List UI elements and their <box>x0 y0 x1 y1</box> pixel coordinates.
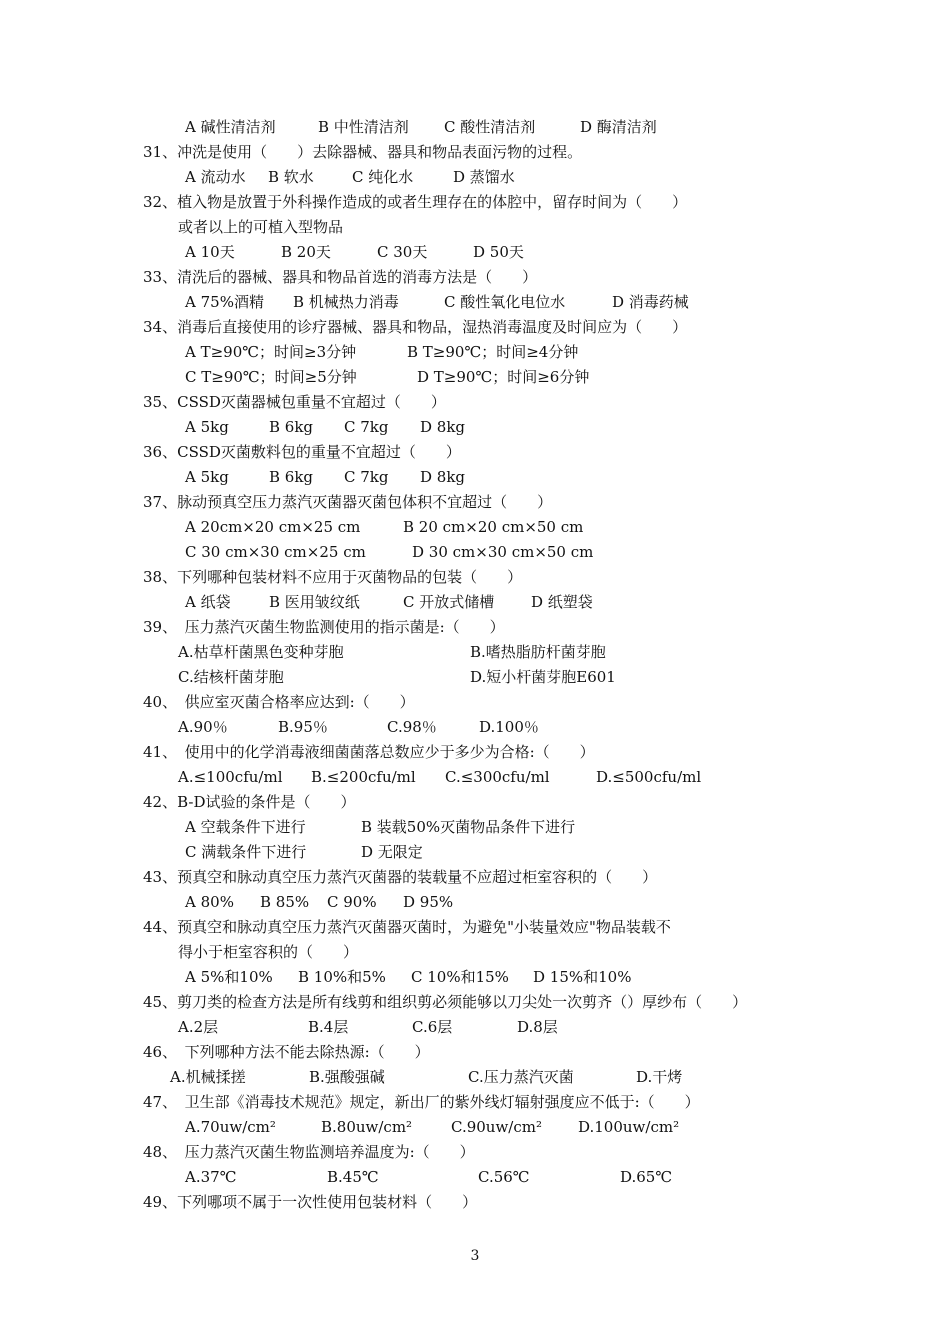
option: C T≥90℃；时间≥5分钟 <box>185 368 357 386</box>
option: A 10天 <box>185 243 235 261</box>
question-48: 48、 压力蒸汽灭菌生物监测培养温度为:（ ） <box>143 1143 475 1161</box>
option: A 80% <box>185 893 234 911</box>
option: A 5kg <box>185 468 229 486</box>
question-33: 33、清洗后的器械、器具和物品首选的消毒方法是（ ） <box>143 268 538 286</box>
question-31: 31、冲洗是使用（ ）去除器械、器具和物品表面污物的过程。 <box>143 143 583 161</box>
option: A 5kg <box>185 418 229 436</box>
option: A 空载条件下进行 <box>185 818 306 836</box>
question-continuation: 或者以上的可植入型物品 <box>178 218 344 236</box>
option: D.100uw/cm² <box>578 1118 680 1136</box>
question-34: 34、消毒后直接使用的诊疗器械、器具和物品，湿热消毒温度及时间应为（ ） <box>143 318 688 336</box>
option: B 中性清洁剂 <box>318 118 409 136</box>
option: B.4层 <box>308 1018 349 1036</box>
option: C 30 cm×30 cm×25 cm <box>185 543 366 561</box>
option: D.65℃ <box>620 1168 673 1186</box>
question-37: 37、脉动预真空压力蒸汽灭菌器灭菌包体积不宜超过（ ） <box>143 493 553 511</box>
option: C 7kg <box>344 418 389 436</box>
option: C.结核杆菌芽胞 <box>178 668 284 686</box>
option: D 30 cm×30 cm×50 cm <box>412 543 594 561</box>
question-46: 46、 下列哪种方法不能去除热源:（ ） <box>143 1043 430 1061</box>
option: B 软水 <box>268 168 314 186</box>
option: C.90uw/cm² <box>451 1118 542 1136</box>
option: C 7kg <box>344 468 389 486</box>
option: D T≥90℃；时间≥6分钟 <box>417 368 590 386</box>
option: D.100％ <box>479 718 539 736</box>
question-36: 36、CSSD灭菌敷料包的重量不宜超过（ ） <box>143 443 461 461</box>
option: C.56℃ <box>478 1168 530 1186</box>
option: D 15%和10% <box>533 968 632 986</box>
option: A 5%和10% <box>185 968 273 986</box>
question-44: 44、预真空和脉动真空压力蒸汽灭菌器灭菌时，为避免"小装量效应"物品装载不 <box>143 918 671 936</box>
option: C 90% <box>327 893 377 911</box>
option: D 8kg <box>420 468 466 486</box>
option: A 20cm×20 cm×25 cm <box>185 518 361 536</box>
option: D 消毒药械 <box>612 293 689 311</box>
option: D.≤500cfu/ml <box>596 768 702 786</box>
option: A.枯草杆菌黑色变种芽胞 <box>178 643 344 661</box>
option: C.压力蒸汽灭菌 <box>468 1068 574 1086</box>
option: A 碱性清洁剂 <box>185 118 276 136</box>
option: D 蒸馏水 <box>453 168 515 186</box>
option: C 酸性清洁剂 <box>444 118 536 136</box>
option: B 20天 <box>281 243 331 261</box>
page-number: 3 <box>470 1248 480 1264</box>
option: B.强酸强碱 <box>309 1068 385 1086</box>
option: A.90％ <box>178 718 228 736</box>
option: C 30天 <box>377 243 428 261</box>
question-38: 38、下列哪种包装材料不应用于灭菌物品的包装（ ） <box>143 568 523 586</box>
option: A 75%酒精 <box>185 293 264 311</box>
option: C.≤300cfu/ml <box>445 768 550 786</box>
option: B.80uw/cm² <box>321 1118 413 1136</box>
option: D 纸塑袋 <box>531 593 593 611</box>
option: D.8层 <box>517 1018 558 1036</box>
question-35: 35、CSSD灭菌器械包重量不宜超过（ ） <box>143 393 446 411</box>
question-32: 32、植入物是放置于外科操作造成的或者生理存在的体腔中，留存时间为（ ） <box>143 193 688 211</box>
option: D.干烤 <box>636 1068 683 1086</box>
option: C 10%和15% <box>411 968 509 986</box>
option: D.短小杆菌芽胞E601 <box>470 668 616 686</box>
option: A.≤100cfu/ml <box>178 768 283 786</box>
option: C.98％ <box>387 718 437 736</box>
option: D 50天 <box>473 243 524 261</box>
option: B.45℃ <box>327 1168 379 1186</box>
option: C 开放式储槽 <box>403 593 495 611</box>
option: D 酶清洁剂 <box>580 118 657 136</box>
option: A 流动水 <box>185 168 246 186</box>
option: B 6kg <box>269 418 314 436</box>
option: B T≥90℃；时间≥4分钟 <box>407 343 579 361</box>
option: B 机械热力消毒 <box>293 293 399 311</box>
option: D 无限定 <box>361 843 423 861</box>
question-47: 47、 卫生部《消毒技术规范》规定，新出厂的紫外线灯辐射强度应不低于:（ ） <box>143 1093 700 1111</box>
question-39: 39、 压力蒸汽灭菌生物监测使用的指示菌是:（ ） <box>143 618 505 636</box>
option: C 酸性氧化电位水 <box>444 293 566 311</box>
option: B 6kg <box>269 468 314 486</box>
question-40: 40、 供应室灭菌合格率应达到:（ ） <box>143 693 415 711</box>
option: D 95% <box>403 893 454 911</box>
option: B.95％ <box>278 718 328 736</box>
question-continuation: 得小于柜室容积的（ ） <box>178 943 359 961</box>
option: C 纯化水 <box>352 168 414 186</box>
question-42: 42、B-D试验的条件是（ ） <box>143 793 356 811</box>
option: A T≥90℃；时间≥3分钟 <box>185 343 357 361</box>
option: A.机械揉搓 <box>170 1068 246 1086</box>
option: B.≤200cfu/ml <box>311 768 416 786</box>
question-49: 49、下列哪项不属于一次性使用包装材料（ ） <box>143 1193 478 1211</box>
option: B 10%和5% <box>298 968 386 986</box>
option: A.70uw/cm² <box>185 1118 276 1136</box>
option: A 纸袋 <box>185 593 231 611</box>
option: C.6层 <box>412 1018 453 1036</box>
question-41: 41、 使用中的化学消毒液细菌菌落总数应少于多少为合格:（ ） <box>143 743 595 761</box>
option: B 85% <box>260 893 310 911</box>
option: C 满载条件下进行 <box>185 843 307 861</box>
option: B 装载50%灭菌物品条件下进行 <box>361 818 576 836</box>
question-43: 43、预真空和脉动真空压力蒸汽灭菌器的装载量不应超过柜室容积的（ ） <box>143 868 658 886</box>
option: A.37℃ <box>185 1168 237 1186</box>
option: B.嗜热脂肪杆菌芽胞 <box>470 643 606 661</box>
option: B 医用皱纹纸 <box>269 593 360 611</box>
option: D 8kg <box>420 418 466 436</box>
option: B 20 cm×20 cm×50 cm <box>403 518 584 536</box>
option: A.2层 <box>178 1018 219 1036</box>
question-45: 45、剪刀类的检查方法是所有线剪和组织剪必须能够以刀尖处一次剪齐（）厚纱布（ ） <box>143 993 748 1011</box>
